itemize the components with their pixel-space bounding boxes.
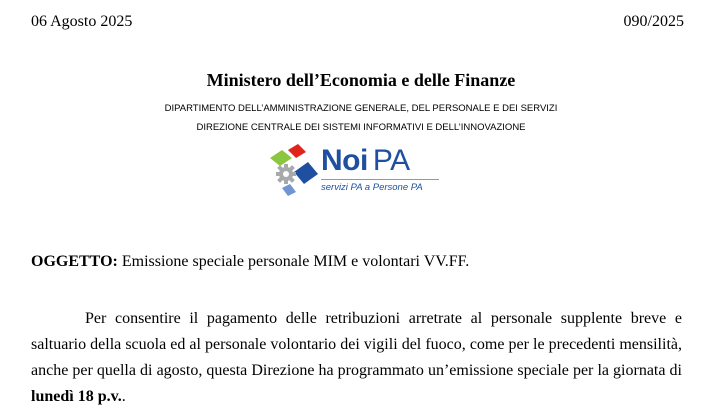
body-line-1: Per consentire il pagamento delle retribuzioni arretrate al personale supplente breve e [85, 310, 682, 327]
document-number: 090/2025 [623, 13, 684, 30]
noipa-tagline: servizi PA a Persone PA [321, 182, 423, 193]
direction-line: DIREZIONE CENTRALE DEI SISTEMI INFORMATIVI E DELL’INNOVAZIONE [196, 122, 526, 133]
body-line-4-end: . [121, 388, 126, 405]
noipa-logo [268, 144, 448, 200]
noipa-wordmark [321, 145, 410, 177]
subject-label: OGGETTO: [31, 253, 118, 270]
noipa-word-pa: PA [372, 144, 410, 177]
body-date-highlight: lunedì 18 p.v. [31, 388, 122, 405]
logo-divider [321, 179, 439, 180]
document-date: 06 Agosto 2025 [31, 13, 133, 30]
noipa-logo-mark-icon [268, 144, 320, 200]
ministry-title: Ministero dell’Economia e delle Finanze [206, 70, 516, 90]
subject-line [31, 253, 469, 271]
body-line-3: anche per quella di agosto, questa Direzione ha programmato un’emissione speciale per la giornata di [31, 362, 682, 379]
subject-text: Emissione speciale personale MIM e volontari VV.FF. [121, 253, 470, 270]
body-line-2: saltuario della scuola ed al personale volontario dei vigili del fuoco, come per le precedenti mensilità, [31, 336, 682, 353]
noipa-word-noi: Noi [321, 144, 368, 177]
body-line-4 [31, 384, 682, 410]
department-line: DIPARTIMENTO DELL’AMMINISTRAZIONE GENERALE, DEL PERSONALE E DEI SERVIZI [164, 103, 558, 114]
